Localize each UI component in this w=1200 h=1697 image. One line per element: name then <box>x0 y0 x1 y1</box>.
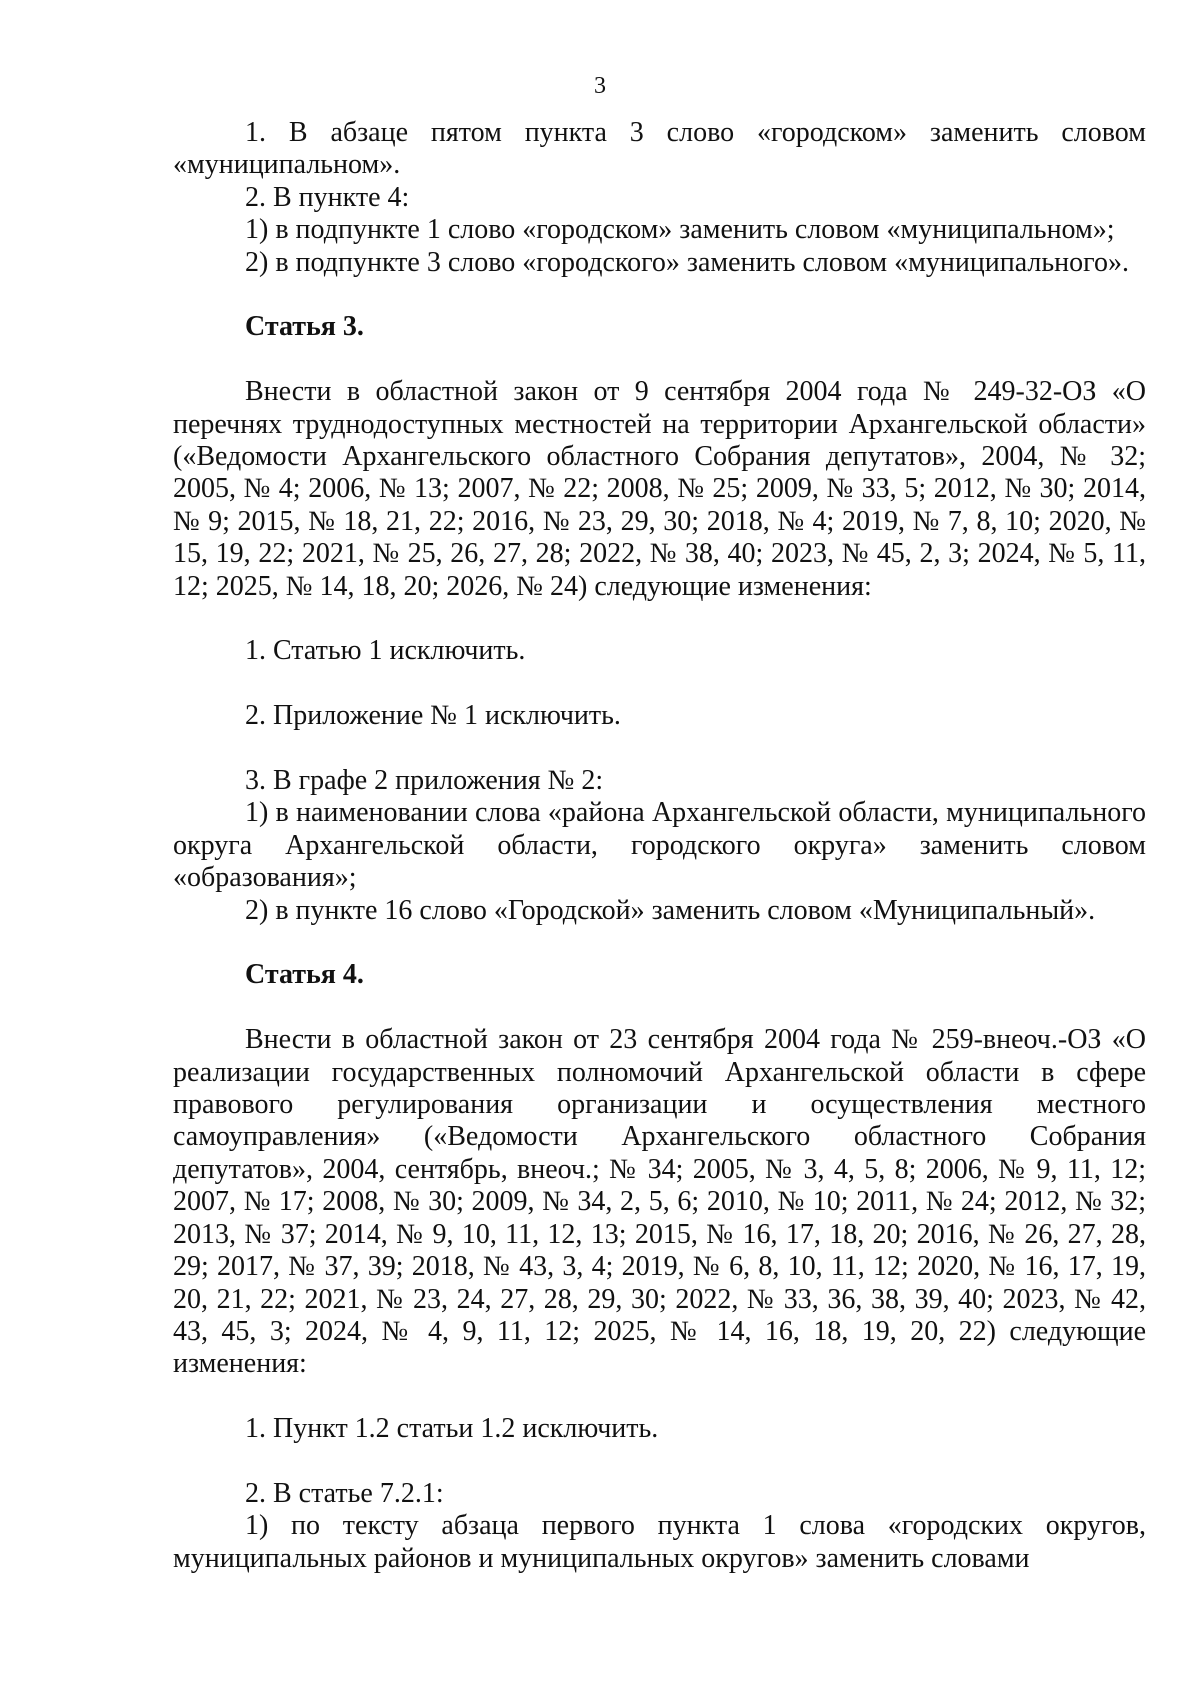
paragraph-article3-item1: 1. Статью 1 исключить. <box>245 635 526 667</box>
paragraph-article4-item2-sub1: 1) по тексту абзаца первого пункта 1 слова «городских округов, муниципальных районов и муниципальных округов» заменить словами <box>173 1510 1146 1574</box>
document-body <box>173 117 1146 1575</box>
spacer <box>173 992 1146 1024</box>
paragraph-article2-item2: 2. В пункте 4: <box>245 181 410 213</box>
paragraph-article4-intro: Внести в областной закон от 23 сентября 2004 года № 259-внеоч.-ОЗ «О реализации государственных полномочий Архангельской области в сфере правового регулирования организации и осуществления местного самоуправления» («Ведомости Архангельского областного Собрания депутатов», 2004, сентябрь, внеоч.; № 34; 2005, № 3, 4, 5, 8; 2006, № 9, 11, 12; 2007, № 17; 2008, № 30; 2009, № 34, 2, 5, 6; 2010, № 10; 2011, № 24; 2012, № 32; 2013, № 37; 2014, № 9, 10, 11, 12, 13; 2015, № 16, 17, 18, 20; 2016, № 26, 27, 28, 29; 2017, № 37, 39; 2018, № 43, 3, 4; 2019, № 6, 8, 10, 11, 12; 2020, № 16, 17, 19, 20, 21, 22; 2021, № 23, 24, 27, 28, 29, 30; 2022, № 33, 36, 38, 39, 40; 2023, № 42, 43, 45, 3; 2024, № 4, 9, 11, 12; 2025, № 14, 16, 18, 19, 20, 22) следующие изменения: <box>173 1024 1146 1380</box>
article-4-heading: Статья 4. <box>245 959 364 991</box>
spacer <box>173 1446 1146 1478</box>
paragraph-article3-item2: 2. Приложение № 1 исключить. <box>245 700 621 732</box>
spacer <box>173 668 1146 700</box>
spacer <box>173 344 1146 376</box>
paragraph-article2-item2-sub2: 2) в подпункте 3 слово «городского» заменить словом «муниципального». <box>245 246 1129 278</box>
spacer <box>173 279 1146 311</box>
paragraph-article3-intro: Внести в областной закон от 9 сентября 2004 года № 249-32-ОЗ «О перечнях труднодоступных местностей на территории Архангельской области» («Ведомости Архангельского областного Собрания депутатов», 2004, № 32; 2005, № 4; 2006, № 13; 2007, № 22; 2008, № 25; 2009, № 33, 5; 2012, № 30; 2014, № 9; 2015, № 18, 21, 22; 2016, № 23, 29, 30; 2018, № 4; 2019, № 7, 8, 10; 2020, № 15, 19, 22; 2021, № 25, 26, 27, 28; 2022, № 38, 40; 2023, № 45, 2, 3; 2024, № 5, 11, 12; 2025, № 14, 18, 20; 2026, № 24) следующие изменения: <box>173 376 1146 602</box>
paragraph-article4-item1: 1. Пункт 1.2 статьи 1.2 исключить. <box>245 1413 659 1445</box>
paragraph-article3-item3-sub1: 1) в наименовании слова «района Архангельской области, муниципального округа Архангельской области, городского округа» заменить словом «образования»; <box>173 797 1146 894</box>
spacer <box>173 733 1146 765</box>
paragraph-article4-item2: 2. В статье 7.2.1: <box>245 1477 444 1509</box>
paragraph-article2-item1: 1. В абзаце пятом пункта 3 слово «городском» заменить словом «муниципальном». <box>173 117 1146 181</box>
spacer <box>173 1381 1146 1413</box>
paragraph-article3-item3-sub2: 2) в пункте 16 слово «Городской» заменить словом «Муниципальный». <box>245 894 1096 926</box>
paragraph-article3-item3: 3. В графе 2 приложения № 2: <box>245 765 604 797</box>
spacer <box>173 927 1146 959</box>
article-3-heading: Статья 3. <box>245 311 364 343</box>
page-number: 3 <box>594 73 606 99</box>
spacer <box>173 603 1146 635</box>
paragraph-article2-item2-sub1: 1) в подпункте 1 слово «городском» заменить словом «муниципальном»; <box>245 214 1115 246</box>
